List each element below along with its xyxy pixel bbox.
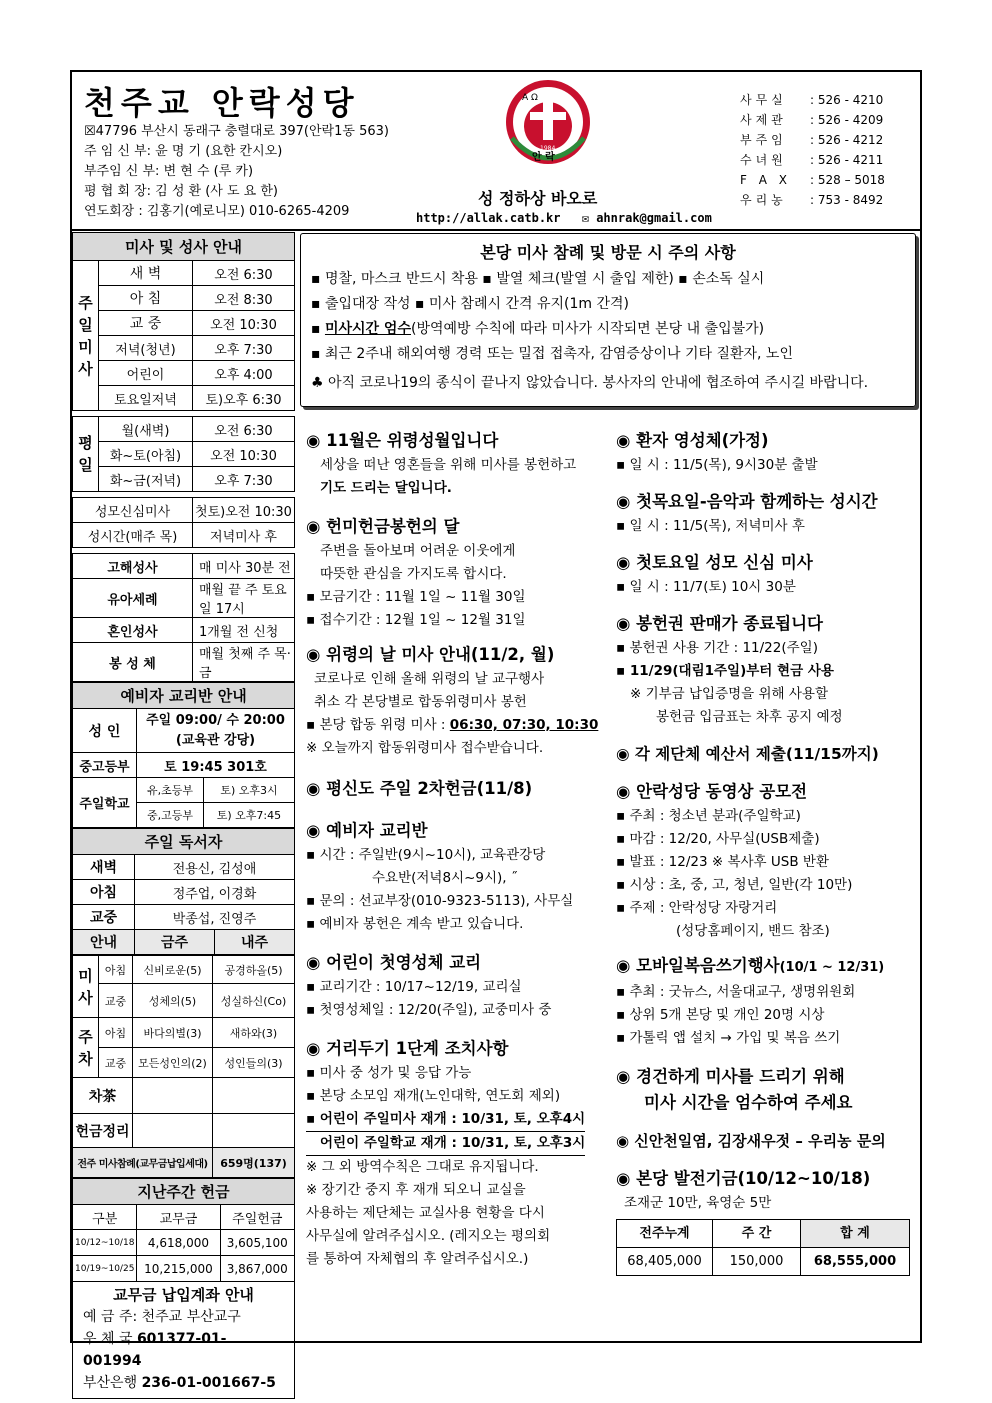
article-text: 사용하는 제단체는 교실사용 현황을 다시: [306, 1205, 545, 1221]
offering-period: 10/12~10/18: [73, 1230, 137, 1256]
article-bullet: ※ 오늘까지 합동위령미사 접수받습니다.: [306, 740, 544, 756]
duty-slot: 교중: [99, 1048, 133, 1078]
council-president: 평 협 회 장: 김 성 환 (사 도 요 한): [84, 184, 278, 199]
fund-header: 전주누계: [617, 1220, 713, 1248]
article-title: ◉ 경건하게 미사를 드리기 위해: [616, 1067, 845, 1086]
reader-names: 전용신, 김성애: [135, 855, 295, 880]
article-text: 취소 각 본당별로 합동위령미사 봉헌: [314, 694, 527, 710]
article-bullet: ▪ 주최 : 청소년 분과(주일학교): [616, 808, 801, 824]
mass-name: 성모신심미사: [73, 498, 193, 523]
offering-sunday: 3,605,100: [220, 1230, 294, 1256]
phone-number: : 526 - 4211: [810, 153, 884, 167]
article-bullet: ▪ 봉헌권 사용 기간 : 11/22(주일): [616, 640, 818, 656]
duty-header: 내주: [215, 930, 295, 955]
article-text: 를 통하여 자체협의 후 알려주십시오.): [306, 1251, 529, 1267]
phone-row: [740, 110, 885, 130]
logo-name: 안 락: [532, 152, 555, 163]
assistant-pastor: 부주임 신 부: 변 현 수 (루 카): [84, 164, 254, 179]
fund-header: 주 간: [713, 1220, 801, 1248]
adult-label: 성 인: [73, 709, 137, 753]
web-line: [416, 211, 712, 225]
article-title: ◉ 봉헌권 판매가 종료됩니다: [616, 614, 823, 633]
bank-label: 부산은행: [83, 1375, 138, 1391]
accounts-box: [72, 1282, 295, 1399]
notice-emphasis: 미사시간 엄수: [324, 321, 411, 337]
bank-account: [83, 1372, 284, 1394]
mail-icon: ✉: [581, 211, 589, 225]
phone-row: [740, 130, 885, 150]
attendance-value: 659명(137): [213, 1148, 295, 1178]
phone-label: 사무실: [740, 93, 787, 107]
covid-notice-box: [300, 233, 916, 407]
article-title: ◉ 환자 영성체(가정): [616, 431, 769, 450]
post-number: 601377-01-001994: [83, 1331, 227, 1369]
mass-time: 오전 6:30: [193, 417, 295, 442]
bank-number: 236-01-001667-5: [141, 1375, 276, 1391]
duty-slot: 아침: [99, 1018, 133, 1048]
mass-time: 첫토)오전 10:30: [193, 498, 295, 523]
sunday-mass-label: 주 일 미 사: [73, 261, 99, 411]
fund-value: 150,000: [713, 1248, 801, 1276]
notice-closing: ♣ 아직 코로나19의 종식이 끝나지 않았습니다. 봉사자의 안내에 협조하여 주시길 바랍니다.: [311, 375, 869, 391]
article-text: ▪ 본당 합동 위령 미사 :: [306, 717, 450, 733]
sacrament-desc: 1개월 전 신청: [193, 618, 295, 643]
duty-next-week: 성인들의(3): [213, 1048, 295, 1078]
notice-text: (방역예방 수칙에 따라 미사가 시작되면 본당 내 출입불가): [410, 321, 765, 337]
sacrament-desc: 매월 첫째 주 목·금: [193, 643, 295, 682]
mass-time: 오전 6:30: [193, 261, 295, 286]
phone-row: [740, 170, 885, 190]
elder-contact: 연도회장 : 김홍기(예로니모) 010-6265-4209: [84, 204, 350, 219]
phone-number: : 526 - 4210: [810, 93, 884, 107]
phone-row: [740, 150, 885, 170]
phone-label: 사제관: [740, 113, 787, 127]
mass-name: 토요일저녁: [99, 386, 193, 411]
sacrament-desc: 매 미사 30분 전: [193, 554, 295, 579]
mass-name: 월(새벽): [99, 417, 193, 442]
adult-time: 주일 09:00/ 수 20:00: [146, 712, 285, 728]
account-holder: 예 금 주: 천주교 부산교구: [83, 1309, 241, 1325]
tea-label: 차茶: [73, 1078, 133, 1114]
article-text: 코로나로 인해 올해 위령의 날 교구행사: [314, 671, 545, 687]
offering-this-week: [133, 1114, 213, 1148]
mass-time: 토)오후 6:30: [193, 386, 295, 411]
fund-total: 68,555,000: [801, 1248, 910, 1276]
duty-parking-label: 주 차: [73, 1018, 99, 1078]
article-text: 봉헌금 입금표는 차후 공지 예정: [656, 709, 843, 725]
phone-number: : 526 - 4212: [810, 133, 884, 147]
last-week-title: 지난주간 헌금: [73, 1179, 295, 1205]
article-bullet: ▪ 미사 중 성가 및 응답 가능: [306, 1065, 472, 1081]
mass-name: 새 벽: [99, 261, 193, 286]
attendance-label: 전주 미사참례(교무금납입세대): [73, 1148, 213, 1178]
article-title: ◉ 예비자 교리반: [306, 821, 428, 840]
reader-mass: 새벽: [73, 855, 135, 880]
article-bullet: ▪ 문의 : 선교부장(010-9323-5113), 사무실: [306, 893, 574, 909]
readers-title: 주일 독서자: [73, 829, 295, 855]
duty-slot: 교중: [99, 984, 133, 1018]
article-title: 미사 시간을 엄수하여 주세요: [644, 1093, 853, 1112]
left-article-column: [306, 428, 606, 1271]
article-bullet: [306, 714, 606, 737]
article-bullet: ▪ 교리기간 : 10/17~12/19, 교리실: [306, 979, 522, 995]
mass-name: 아 침: [99, 286, 193, 311]
fund-header: 합 계: [801, 1220, 910, 1248]
article-bullet: ▪ 11/29(대림1주일)부터 현금 사용: [616, 663, 834, 679]
tea-next-week: [213, 1078, 295, 1114]
catechumen-title: 예비자 교리반 안내: [73, 683, 295, 709]
article-title: ◉ 신안천일염, 김장새우젓 – 우리농 문의: [616, 1132, 886, 1150]
last-week-table: [72, 1178, 295, 1282]
article-emphasis: ▪ 어린이 주일미사 재개 : 10/31, 토, 오후4시: [306, 1108, 585, 1132]
article-bullet: ▪ 예비자 봉헌은 계속 받고 있습니다.: [306, 916, 524, 932]
article-bullet: ▪ 일 시 : 11/5(목), 9시30분 출발: [616, 457, 818, 473]
article-bullet: ▪ 일 시 : 11/5(목), 저녁미사 후: [616, 518, 805, 534]
offering-header: 주일헌금: [220, 1205, 294, 1230]
duty-this-week: 성체의(5): [133, 984, 213, 1018]
mass-name: 화~금(저녁): [99, 467, 193, 492]
accounts-title: 교무금 납입계좌 안내: [113, 1286, 254, 1304]
mass-name: 화~토(아침): [99, 442, 193, 467]
school-label: 주일학교: [73, 778, 137, 828]
article-text: 사무실에 알려주십시오. (레지오는 평의회: [306, 1228, 551, 1244]
church-logo: [502, 78, 594, 170]
article-bullet: ▪ 상위 5개 본당 및 개인 20명 시상: [616, 1007, 825, 1023]
post-account: [83, 1328, 284, 1372]
article-bullet: ▪ 본당 소모임 재개(노인대학, 연도회 제외): [306, 1088, 561, 1104]
mass-time: 오후 4:00: [193, 361, 295, 386]
mass-schedule-title: 미사 및 성사 안내: [73, 233, 295, 261]
phone-label: 수녀원: [740, 153, 787, 167]
phone-row: [740, 90, 885, 110]
reader-mass: 아침: [73, 880, 135, 905]
mass-name: 어린이: [99, 361, 193, 386]
offering-header: 구분: [73, 1205, 137, 1230]
article-text: ※ 기부금 납입증명을 위해 사용할: [630, 686, 829, 702]
readers-table: [72, 828, 295, 955]
offering-next-week: [213, 1114, 295, 1148]
reader-names: 정주업, 이경화: [135, 880, 295, 905]
school-name: 중,고등부: [137, 803, 204, 828]
reader-mass: 교중: [73, 905, 135, 930]
sacrament-desc: 매월 끝 주 토요일 17시: [193, 579, 295, 618]
logo-letters: A Ω: [522, 93, 538, 103]
mass-time: 오후 7:30: [193, 336, 295, 361]
article-title: ◉ 각 제단체 예산서 제출(11/15까지): [616, 745, 879, 763]
school-name: 유,초등부: [137, 778, 204, 803]
notice-line: ▪ 최근 2주내 해외여행 경력 또는 밀접 접촉자, 감염증상이나 기타 질환자, 노인: [311, 346, 793, 362]
duty-this-week: 신비로운(5): [133, 956, 213, 984]
article-bullet: ▪ 마감 : 12/20, 사무실(USB제출): [616, 831, 820, 847]
duty-mass-label: 미 사: [73, 956, 99, 1018]
offering-label: 헌금정리: [73, 1114, 133, 1148]
header-divider: [70, 229, 922, 231]
article-text: 수요반(저녁8시~9시), ˝: [372, 870, 518, 886]
article-title-text: ◉ 모바일복음쓰기행사: [616, 956, 780, 975]
offering-dues: 10,215,000: [137, 1256, 220, 1282]
article-bullet: ▪ 주제 : 안락성당 자랑거리: [616, 900, 778, 916]
article-emphasis: 06:30, 07:30, 10:30: [449, 717, 599, 733]
right-article-column: [616, 428, 916, 1276]
mass-time: 오전 10:30: [193, 442, 295, 467]
article-title-dates: (10/1 ~ 12/31): [779, 960, 885, 975]
duty-header: 금주: [135, 930, 215, 955]
duty-slot: 아침: [99, 956, 133, 984]
duty-next-week: 새하와(3): [213, 1018, 295, 1048]
sacrament-name: 고해성사: [73, 554, 193, 579]
article-bullet: ▪ 첫영성체일 : 12/20(주일), 교중미사 중: [306, 1002, 552, 1018]
duty-this-week: 모든성인의(2): [133, 1048, 213, 1078]
reader-names: 박종섭, 진영주: [135, 905, 295, 930]
article-title: ◉ 본당 발전기금(10/12~10/18): [616, 1169, 871, 1188]
catechumen-table: [72, 682, 295, 828]
notice-line: ▪ 미사시간 엄수(방역예방 수칙에 따라 미사가 시작되면 본당 내 출입불가): [311, 321, 765, 337]
sacrament-name: 봉 성 체: [73, 643, 193, 682]
article-text: 조재군 10만, 육영순 5만: [624, 1195, 772, 1211]
article-text: ※ 장기간 중지 후 재개 되오니 교실을: [306, 1182, 526, 1198]
mass-name: 저녁(청년): [99, 336, 193, 361]
school-time: 토) 오후7:45: [203, 803, 294, 828]
weekday-mass-label: 평 일: [73, 417, 99, 492]
article-bullet: ▪ 발표 : 12/23 ※ 복사후 USB 반환: [616, 854, 829, 870]
article-text: 주변을 돌아보며 어려운 이웃에게: [320, 543, 516, 559]
phone-label: 우리농: [740, 193, 787, 207]
notice-title: 본당 미사 참례 및 방문 시 주의 사항: [480, 243, 736, 262]
phone-row: [740, 190, 885, 210]
school-time: 토) 오후3시: [203, 778, 294, 803]
mass-time: 오후 7:30: [193, 467, 295, 492]
article-text: ※ 그 외 방역수칙은 그대로 유지됩니다.: [306, 1159, 539, 1175]
mass-time: 저녁미사 후: [193, 523, 295, 548]
middle-label: 중고등부: [73, 753, 137, 778]
middle-time: 토 19:45 301호: [137, 753, 295, 778]
article-bullet: ▪ 시간 : 주일반(9시~10시), 교육관강당: [306, 847, 546, 863]
duty-next-week: 성실하신(Co): [213, 984, 295, 1018]
tea-this-week: [133, 1078, 213, 1114]
phone-number: : 753 - 8492: [810, 193, 884, 207]
offering-dues: 4,618,000: [137, 1230, 220, 1256]
offering-sunday: 3,867,000: [220, 1256, 294, 1282]
notice-line: ▪ 출입대장 작성 ▪ 미사 참례시 간격 유지(1m 간격): [311, 296, 629, 312]
left-sidebar: [72, 232, 295, 1399]
article-title: ◉ 11월은 위령성월입니다: [306, 431, 499, 450]
notice-line: ▪ 명찰, 마스크 반드시 착용 ▪ 발열 체크(발열 시 출입 제한) ▪ 손소독 실시: [311, 271, 765, 287]
article-title: ◉ 첫목요일-음악과 함께하는 성시간: [616, 492, 878, 511]
duty-next-week: 공경하올(5): [213, 956, 295, 984]
phone-number: : 528 – 5018: [810, 173, 885, 187]
mass-time: 오전 10:30: [193, 311, 295, 336]
article-bullet: ▪ 추최 : 굿뉴스, 서울대교구, 생명위원회: [616, 984, 856, 1000]
offering-period: 10/19~10/25: [73, 1256, 137, 1282]
article-bullet: ▪ 시상 : 초, 중, 고, 청년, 일반(각 10만): [616, 877, 853, 893]
sacrament-name: 혼인성사: [73, 618, 193, 643]
phone-label: F A X: [740, 173, 791, 187]
patron-saint: 성 정하상 바오로: [478, 189, 598, 208]
article-title: [616, 953, 916, 981]
duty-this-week: 바다의별(3): [133, 1018, 213, 1048]
duty-table: [72, 955, 295, 1178]
logo-year: 1984: [540, 145, 556, 152]
offering-header: 교무금: [137, 1205, 220, 1230]
article-title: ◉ 평신도 주일 2차헌금(11/8): [306, 779, 533, 798]
article-title: ◉ 거리두기 1단계 조치사항: [306, 1039, 509, 1058]
sacrament-name: 유아세례: [73, 579, 193, 618]
article-title: ◉ 안락성당 동영상 공모전: [616, 782, 808, 801]
article-text: 기도 드리는 달입니다.: [320, 480, 452, 496]
phone-label: 부주임: [740, 133, 787, 147]
article-bullet: ▪ 접수기간 : 12월 1일 ~ 12월 31일: [306, 612, 526, 628]
article-emphasis: 어린이 주일학교 재개 : 10/31, 토, 오후3시: [306, 1132, 585, 1156]
church-info: [84, 122, 389, 222]
mass-time: 오전 8:30: [193, 286, 295, 311]
website-link[interactable]: http://allak.catb.kr: [416, 211, 561, 225]
article-text: 세상을 떠난 영혼들을 위해 미사를 봉헌하고: [320, 457, 577, 473]
development-fund-table: [616, 1219, 910, 1276]
address: ☒47796 부산시 동래구 충렬대로 397(안락1동 563): [84, 124, 389, 139]
duty-header: 안내: [73, 930, 135, 955]
article-title: ◉ 어린이 첫영성체 교리: [306, 953, 482, 972]
article-text: (성당홈페이지, 밴드 참조): [676, 923, 830, 939]
adult-place: (교육관 강당): [175, 732, 256, 748]
church-title: 천주교 안락성당: [84, 84, 360, 122]
fund-value: 68,405,000: [617, 1248, 713, 1276]
mass-name: 교 중: [99, 311, 193, 336]
pastor: 주 임 신 부: 윤 명 기 (요한 칸시오): [84, 144, 283, 159]
article-title: ◉ 위령의 날 미사 안내(11/2, 월): [306, 645, 555, 664]
mass-schedule-table: [72, 232, 295, 682]
article-bullet: ▪ 일 시 : 11/7(토) 10시 30분: [616, 579, 796, 595]
article-bullet: ▪ 가톨릭 앱 설치 → 가입 및 복음 쓰기: [616, 1030, 841, 1046]
mass-name: 성시간(매주 목): [73, 523, 193, 548]
phone-number: : 526 - 4209: [810, 113, 884, 127]
phone-list: [740, 90, 885, 210]
email-link[interactable]: ahnrak@gmail.com: [596, 211, 712, 225]
article-bullet: ▪ 모금기간 : 11월 1일 ~ 11월 30일: [306, 589, 526, 605]
article-title: ◉ 첫토요일 성모 신심 미사: [616, 553, 813, 572]
post-label: 우 체 국: [83, 1331, 133, 1347]
article-text: 따뜻한 관심을 가지도록 합시다.: [320, 566, 507, 582]
article-title: ◉ 헌미헌금봉헌의 달: [306, 517, 460, 536]
